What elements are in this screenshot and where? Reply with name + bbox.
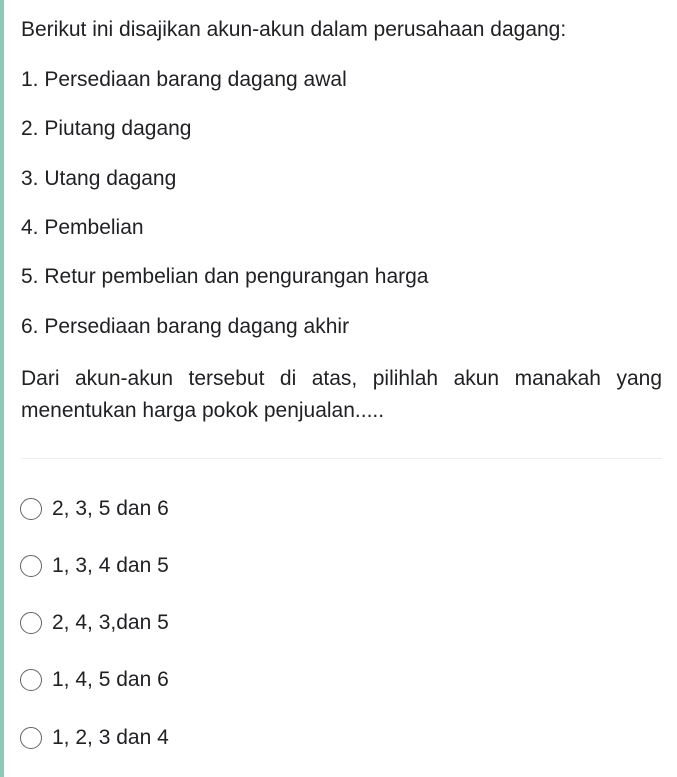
account-item-6: 6. Persediaan barang dagang akhir [21, 315, 350, 338]
radio-button[interactable] [20, 727, 42, 749]
option-label: 2, 3, 5 dan 6 [52, 497, 169, 520]
account-item-2: 2. Piutang dagang [21, 117, 192, 140]
option-label: 1, 2, 3 dan 4 [52, 726, 169, 749]
option-label: 2, 4, 3,dan 5 [52, 611, 169, 634]
divider [21, 458, 662, 459]
radio-button[interactable] [20, 612, 42, 634]
option-label: 1, 3, 4 dan 5 [52, 554, 169, 577]
account-item-5: 5. Retur pembelian dan pengurangan harga [21, 265, 429, 288]
account-item-3: 3. Utang dagang [21, 167, 177, 190]
answer-option-1[interactable] [20, 494, 169, 524]
account-item-1: 1. Persediaan barang dagang awal [21, 68, 347, 91]
radio-button[interactable] [20, 555, 42, 577]
answer-option-5[interactable] [20, 723, 169, 753]
answer-option-4[interactable] [20, 665, 169, 695]
radio-button[interactable] [20, 669, 42, 691]
radio-button[interactable] [20, 498, 42, 520]
account-item-4: 4. Pembelian [21, 216, 144, 239]
question-intro: Berikut ini disajikan akun-akun dalam perusahaan dagang: [21, 18, 567, 41]
question-text: Dari akun-akun tersebut di atas, pilihlah akun manakah yang menentukan harga pokok penjualan..... [21, 367, 662, 422]
option-label: 1, 4, 5 dan 6 [52, 668, 169, 691]
answer-option-2[interactable] [20, 551, 169, 581]
question-card [4, 0, 677, 777]
answer-option-3[interactable] [20, 608, 169, 638]
